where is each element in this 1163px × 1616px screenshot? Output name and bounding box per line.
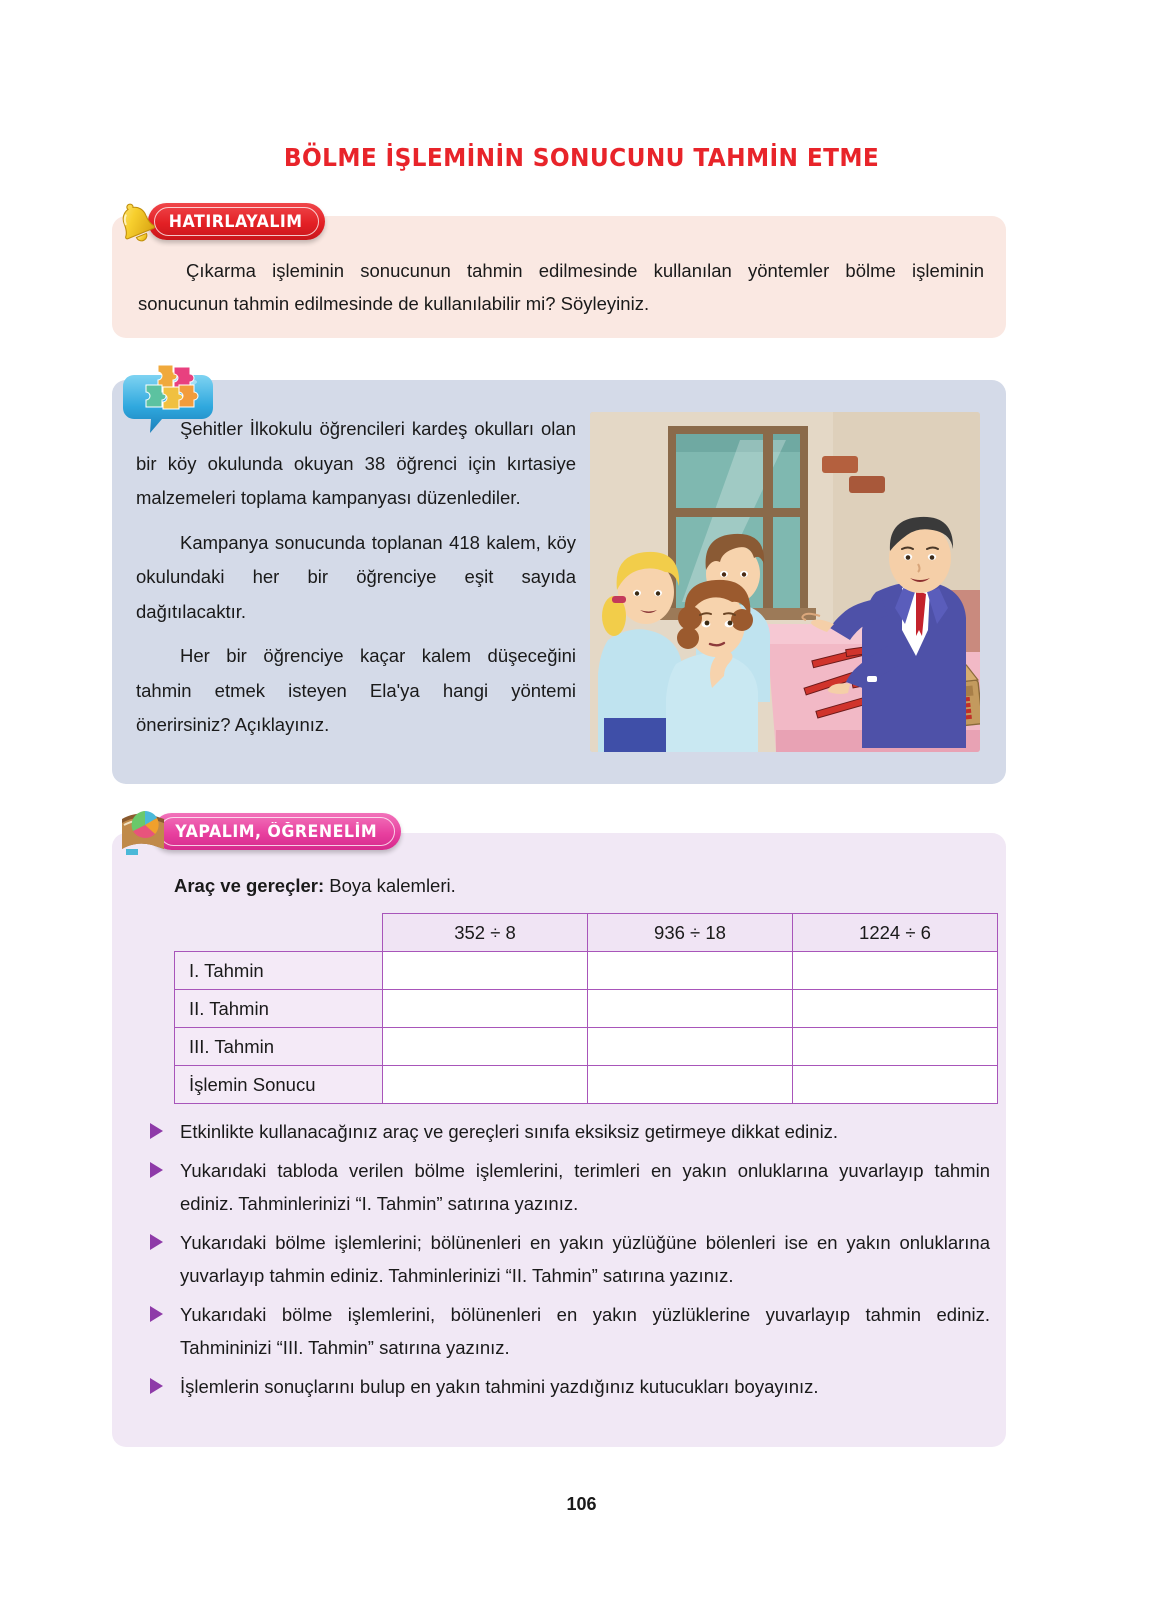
list-item-text: Yukarıdaki bölme işlemlerini, bölünenleri en yakın yüzlüklerine yuvarlayıp tahmin ediniz. Tahmininizi “III. Tahmin” satırına yazınız. — [180, 1303, 990, 1358]
table-row — [175, 1028, 998, 1066]
arrow-bullet-icon — [150, 1162, 163, 1178]
table-row-label: III. Tahmin — [175, 1028, 383, 1066]
classroom-illustration — [590, 412, 980, 752]
story-paragraph: Kampanya sonucunda toplanan 418 kalem, köy okulundaki her bir öğrenciye eşit sayıda dağıtılacaktır. — [136, 531, 576, 622]
table-row — [175, 1066, 998, 1104]
table-input-cell[interactable] — [383, 990, 588, 1028]
arrow-bullet-icon — [150, 1123, 163, 1139]
page-title: BÖLME İŞLEMİNİN SONUCUNU TAHMİN ETME — [283, 143, 880, 172]
table-input-cell[interactable] — [793, 990, 998, 1028]
arrow-bullet-icon — [150, 1306, 163, 1322]
materials-line — [174, 875, 456, 897]
story-section — [112, 380, 1006, 784]
list-item-text: Etkinlikte kullanacağınız araç ve gereçleri sınıfa eksiksiz getirmeye dikkat ediniz. — [180, 1121, 839, 1142]
list-item-text: Yukarıdaki tabloda verilen bölme işlemlerini, terimleri en yakın onluklarına yuvarlayıp tahmin ediniz. Tahminlerinizi “I. Tahmin” satırına yazınız. — [180, 1159, 990, 1214]
list-item — [132, 1115, 990, 1149]
table-row — [175, 952, 998, 990]
materials-label: Araç ve gereçler: — [174, 875, 325, 896]
table-column-header: 1224 ÷ 6 — [793, 914, 998, 952]
materials-value: Boya kalemleri. — [329, 875, 456, 896]
table-column-header: 936 ÷ 18 — [588, 914, 793, 952]
story-paragraph: Her bir öğrenciye kaçar kalem düşeceğini tahmin etmek isteyen Ela'ya hangi yöntemi önerirsiniz? Açıklayınız. — [136, 645, 576, 735]
page-number: 106 — [566, 1494, 597, 1514]
list-item — [132, 1226, 990, 1293]
activity-section — [112, 833, 1006, 1447]
table-row-label: II. Tahmin — [175, 990, 383, 1028]
story-text — [136, 412, 576, 743]
estimation-table — [174, 913, 998, 1104]
list-item-text: Yukarıdaki bölme işlemlerini; bölünenleri en yakın yüzlüğüne bölenleri ise en yakın onluklarına yuvarlayıp tahmin ediniz. Tahminlerinizi “II. Tahmin” satırına yazınız. — [180, 1231, 990, 1286]
puzzle-bubble-icon — [122, 363, 214, 435]
table-input-cell[interactable] — [793, 1066, 998, 1104]
table-input-cell[interactable] — [588, 952, 793, 990]
activity-badge-label: YAPALIM, ÖĞRENELİM — [175, 822, 378, 841]
table-input-cell[interactable] — [588, 1066, 793, 1104]
remember-badge — [148, 203, 325, 240]
table-input-cell[interactable] — [383, 1028, 588, 1066]
table-input-cell[interactable] — [588, 1028, 793, 1066]
instruction-list — [132, 1115, 990, 1408]
table-input-cell[interactable] — [588, 990, 793, 1028]
table-input-cell[interactable] — [793, 1028, 998, 1066]
table-row — [175, 990, 998, 1028]
table-input-cell[interactable] — [383, 1066, 588, 1104]
table-row-label: İşlemin Sonucu — [175, 1066, 383, 1104]
arrow-bullet-icon — [150, 1378, 163, 1394]
table-corner-cell — [175, 914, 383, 952]
list-item — [132, 1154, 990, 1221]
book-pie-icon — [118, 805, 173, 857]
table-column-header: 352 ÷ 8 — [383, 914, 588, 952]
story-paragraph: Şehitler İlkokulu öğrencileri kardeş okulları olan bir köy okulunda okuyan 38 öğrenci için kırtasiye malzemeleri toplama kampanyası düzenlediler. — [136, 418, 576, 508]
bell-icon — [110, 196, 162, 248]
remember-text: Çıkarma işleminin sonucunun tahmin edilmesinde kullanılan yöntemler bölme işleminin sonucunun tahmin edilmesinde de kullanılabilir mi? Söyleyiniz. — [138, 260, 984, 314]
table-row-label: I. Tahmin — [175, 952, 383, 990]
list-item — [132, 1370, 990, 1404]
remember-badge-label: HATIRLAYALIM — [168, 212, 303, 231]
list-item — [132, 1298, 990, 1365]
table-header-row — [175, 914, 998, 952]
table-input-cell[interactable] — [793, 952, 998, 990]
table-input-cell[interactable] — [383, 952, 588, 990]
list-item-text: İşlemlerin sonuçlarını bulup en yakın tahmini yazdığınız kutucukları boyayınız. — [180, 1375, 819, 1397]
arrow-bullet-icon — [150, 1234, 163, 1250]
activity-badge — [153, 813, 401, 850]
